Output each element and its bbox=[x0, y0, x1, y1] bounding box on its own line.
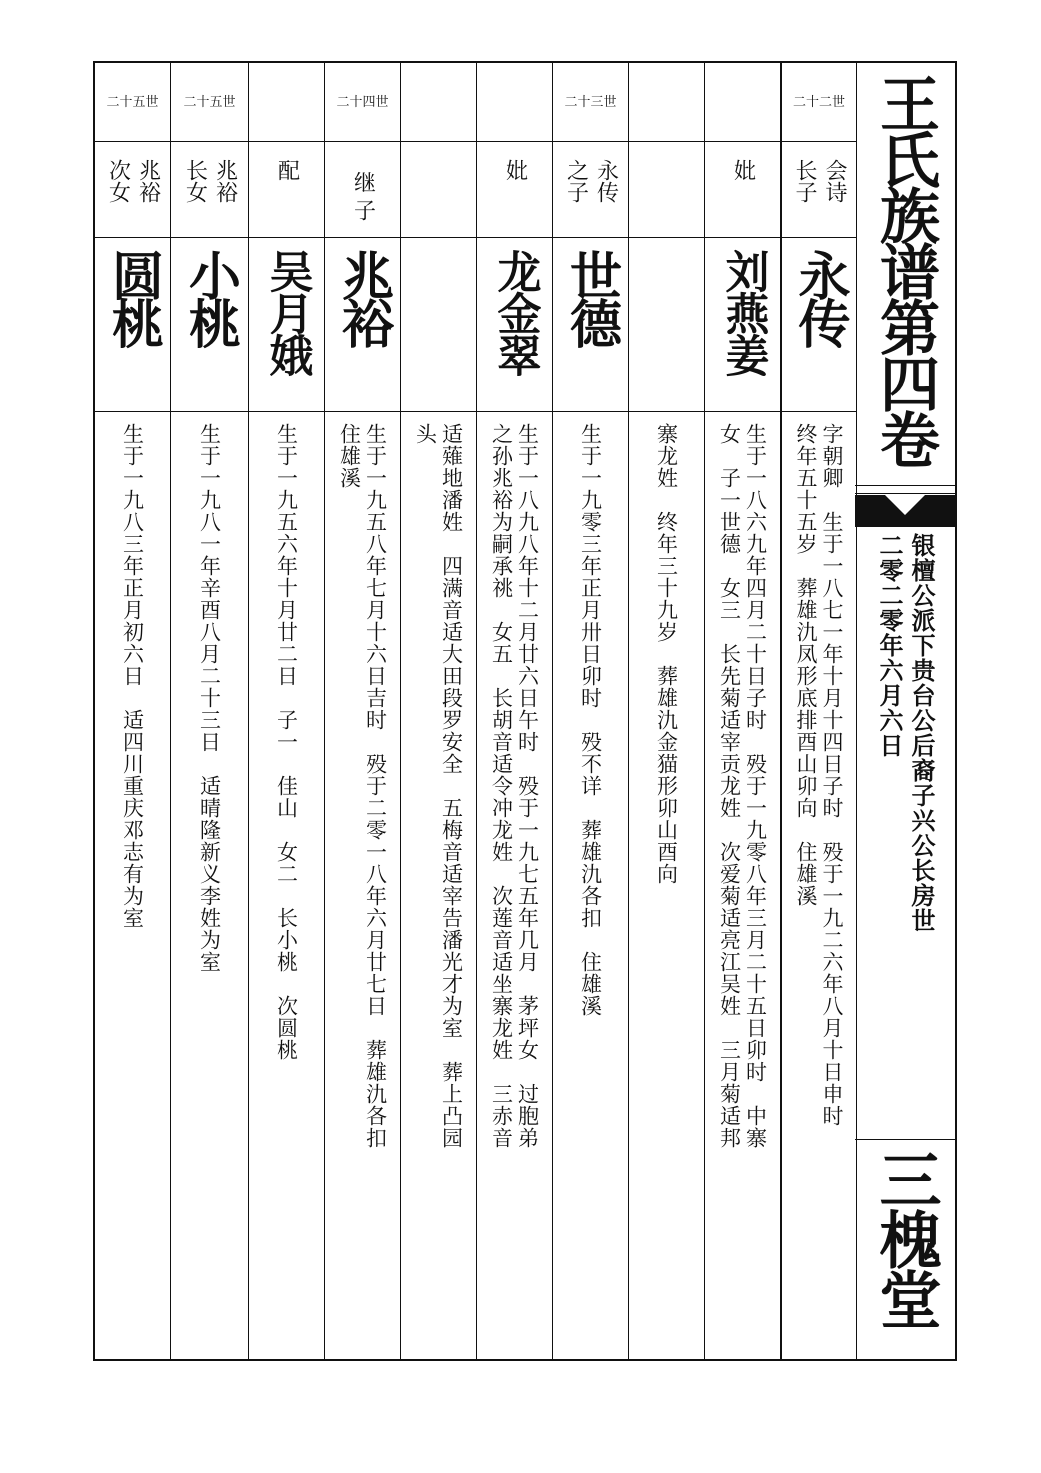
person-name bbox=[553, 249, 628, 409]
bio-line: 女 子一世德 女三 长先菊适宰贡龙姓 次爱菊适亮江吴姓 三月菊适邦 bbox=[717, 423, 742, 1149]
biography bbox=[401, 423, 476, 1353]
relation-line: 子 bbox=[350, 199, 376, 221]
relation-line: 永传 bbox=[593, 159, 619, 203]
person-name-text: 圆桃 bbox=[102, 249, 163, 345]
relation-label bbox=[553, 159, 628, 239]
bio-line: 终年五十五岁 葬雄氿凤形底排酉山卯向 住雄溪 bbox=[794, 423, 818, 907]
hall-name-text: 三槐堂 bbox=[869, 1148, 942, 1328]
person-name-text: 兆裕 bbox=[332, 249, 393, 345]
divider bbox=[855, 485, 955, 486]
generation-label: 二十五世 bbox=[183, 95, 236, 110]
person-name bbox=[95, 249, 170, 409]
relation-line: 之子 bbox=[563, 159, 589, 203]
biography bbox=[325, 423, 400, 1353]
entry-column bbox=[401, 63, 477, 1359]
bio-line: 之孙兆裕为嗣承祧 女五 长胡音适令冲龙姓 次莲音适坐寨龙姓 三赤音 bbox=[489, 423, 514, 1149]
entry-column bbox=[477, 63, 553, 1359]
person-name bbox=[249, 249, 324, 409]
entry-column bbox=[553, 63, 629, 1359]
bio-line: 适薙地潘姓 四满音适大田段罗安全 五梅音适宰告潘光才为室 葬上凸园 bbox=[439, 423, 464, 1149]
biography bbox=[705, 423, 780, 1353]
relation-line: 继 bbox=[350, 171, 376, 193]
person-name bbox=[401, 249, 476, 409]
relation-label bbox=[705, 159, 780, 239]
biography bbox=[249, 423, 324, 1353]
person-name bbox=[782, 249, 856, 409]
publication-date: 二零二零年六月六日 bbox=[875, 533, 904, 758]
relation-label bbox=[171, 159, 248, 239]
biography bbox=[553, 423, 628, 1353]
relation-line: 长女 bbox=[182, 159, 208, 203]
book-title bbox=[855, 73, 955, 465]
person-name bbox=[705, 249, 780, 409]
bio-line: 生于一八六九年四月二十日子时 殁于一九零八年三月二十五日卯时 中寨 bbox=[743, 423, 768, 1149]
person-name bbox=[477, 249, 552, 409]
divider bbox=[855, 1139, 955, 1140]
relation-label bbox=[249, 159, 324, 239]
person-name-text: 龙金翠 bbox=[489, 249, 541, 375]
generation-label: 二十五世 bbox=[106, 95, 159, 110]
entry-column bbox=[781, 63, 857, 1359]
biography bbox=[782, 423, 856, 1353]
title-block bbox=[855, 63, 955, 1359]
relation-label bbox=[782, 159, 856, 239]
person-name bbox=[629, 249, 704, 409]
relation-label bbox=[325, 159, 400, 239]
relation-line: 妣 bbox=[502, 159, 528, 181]
generation-label: 二十三世 bbox=[564, 95, 617, 110]
relation-label bbox=[477, 159, 552, 239]
genealogy-page bbox=[93, 61, 957, 1361]
entry-column bbox=[95, 63, 171, 1359]
bio-line: 字朝卿 生于一八七一年十月十四日子时 殁于一九二六年八月十日申时 bbox=[820, 423, 844, 1127]
bio-line: 生于一八九八年十二月廿六日午时 殁于一九七五年几月 茅坪女 过胞弟 bbox=[515, 423, 540, 1149]
biography bbox=[95, 423, 170, 1353]
entry-column bbox=[629, 63, 705, 1359]
person-name-text: 世德 bbox=[560, 249, 621, 345]
relation-line: 长子 bbox=[792, 159, 817, 203]
relation-label bbox=[95, 159, 170, 239]
relation-line: 会诗 bbox=[822, 159, 847, 203]
relation-line: 兆裕 bbox=[212, 159, 238, 203]
ornament-triangle-icon bbox=[855, 487, 955, 527]
generation-label: 二十四世 bbox=[336, 95, 389, 110]
person-name bbox=[171, 249, 248, 409]
bio-line: 头 bbox=[413, 423, 438, 445]
entry-column bbox=[249, 63, 325, 1359]
bio-line: 生于一九五六年十月廿二日 子一 佳山 女二 长小桃 次圆桃 bbox=[274, 423, 299, 1061]
entry-column bbox=[705, 63, 781, 1359]
entry-column bbox=[325, 63, 401, 1359]
bio-line: 生于一九零三年正月卅日卯时 殁不详 葬雄氿各扣 住雄溪 bbox=[578, 423, 603, 1017]
branch-subtitle: 银檀公派下贵台公后裔子兴公长房世 bbox=[907, 533, 936, 933]
biography bbox=[171, 423, 248, 1353]
relation-line: 妣 bbox=[730, 159, 756, 181]
biography bbox=[477, 423, 552, 1353]
generation-label: 二十二世 bbox=[792, 95, 845, 110]
person-name bbox=[325, 249, 400, 409]
relation-line: 兆裕 bbox=[135, 159, 161, 203]
person-name-text: 吴月娥 bbox=[261, 249, 313, 375]
entry-column bbox=[171, 63, 249, 1359]
person-name-text: 小桃 bbox=[179, 249, 240, 345]
bio-line: 寨龙姓 终年三十九岁 葬雄氿金猫形卯山酉向 bbox=[654, 423, 679, 885]
bio-line: 住雄溪 bbox=[337, 423, 362, 489]
biography bbox=[629, 423, 704, 1353]
person-name-text: 永传 bbox=[789, 249, 849, 345]
person-name-text: 刘燕姜 bbox=[717, 249, 769, 375]
subtitle-block bbox=[855, 533, 955, 1153]
book-title-text: 王氏族谱第四卷 bbox=[870, 73, 940, 465]
bio-line: 生于一九八一年辛酉八月二十三日 适晴隆新义李姓为室 bbox=[197, 423, 222, 973]
relation-line: 次女 bbox=[105, 159, 131, 203]
relation-line: 配 bbox=[274, 159, 300, 181]
bio-line: 生于一九八三年正月初六日 适四川重庆邓志有为室 bbox=[120, 423, 145, 929]
bio-line: 生于一九五八年七月十六日吉时 殁于二零一八年六月廿七日 葬雄氿各扣 bbox=[363, 423, 388, 1149]
hall-name bbox=[855, 1148, 955, 1328]
